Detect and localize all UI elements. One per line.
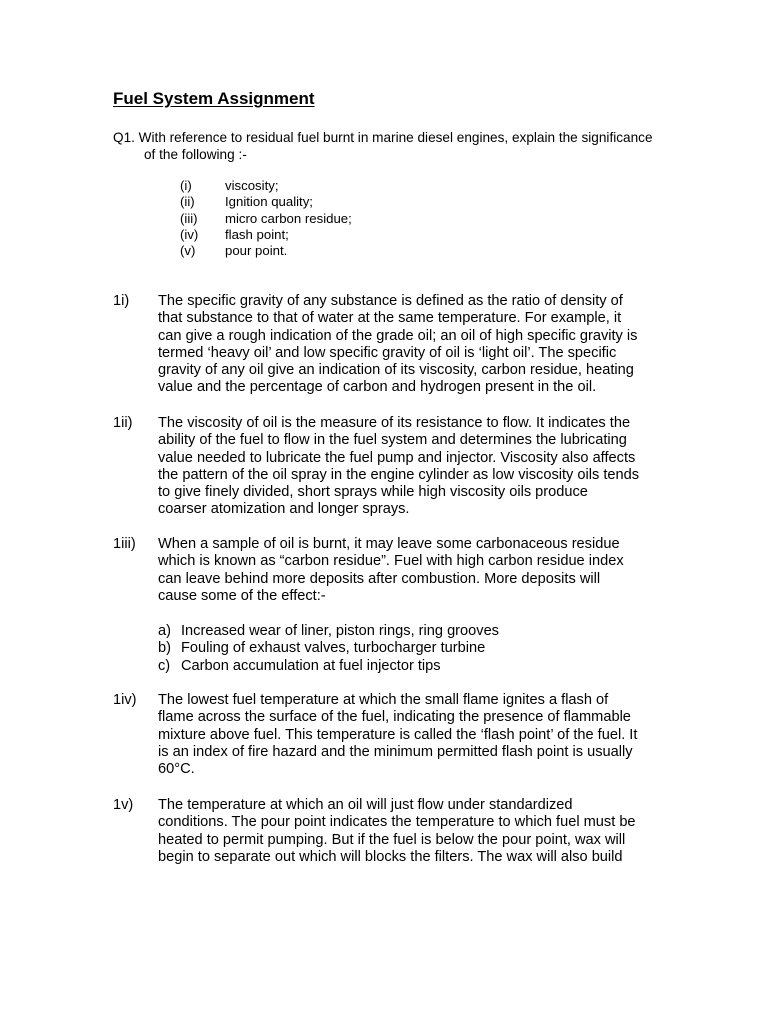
question-1-sublist [180, 178, 352, 259]
answer-label: 1ii) [113, 415, 133, 431]
answer-line: is an index of fire hazard and the minimum permitted flash point is usually [158, 743, 633, 760]
effects-list-text: Increased wear of liner, piston rings, ring grooves [181, 623, 499, 639]
sublist-item-number: (iii) [180, 210, 198, 226]
answer-body [158, 797, 678, 866]
answer-line: The viscosity of oil is the measure of its resistance to flow. It indicates the [158, 415, 631, 431]
effects-list-item [158, 623, 499, 640]
sublist-item-text: flash point; [225, 226, 289, 242]
sublist-item-number: (v) [180, 243, 196, 259]
answer-line: conditions. The pour point indicates the temperature to which fuel must be [158, 814, 636, 831]
question-1-line-2: of the following :- [144, 147, 247, 162]
answer-line: 60°C. [158, 761, 195, 778]
sublist-item-text: Ignition quality; [225, 194, 313, 210]
answer-line: When a sample of oil is burnt, it may leave some carbonaceous residue [158, 536, 620, 552]
answer-line: mixture above fuel. This temperature is called the ‘flash point’ of the fuel. It [158, 726, 638, 743]
answer-line: which is known as “carbon residue”. Fuel with high carbon residue index [158, 553, 624, 570]
sublist-item-text: micro carbon residue; [225, 210, 352, 226]
sublist-item-number: (iv) [180, 226, 199, 242]
effects-list-text: Carbon accumulation at fuel injector tips [181, 657, 441, 674]
effects-list-letter: a) [158, 623, 171, 639]
answer-line: begin to separate out which will blocks the filters. The wax will also build [158, 848, 623, 865]
answer-line: gravity of any oil give an indication of its viscosity, carbon residue, heating [158, 362, 634, 379]
question-1 [113, 129, 653, 163]
answer-line: value needed to lubricate the fuel pump and injector. Viscosity also affects [158, 449, 636, 466]
effects-list-item [158, 640, 499, 657]
answer-line: The specific gravity of any substance is defined as the ratio of density of [158, 293, 623, 309]
answer-line: flame across the surface of the fuel, indicating the presence of flammable [158, 709, 631, 726]
answer-body [158, 536, 678, 605]
sublist-item-number: (ii) [180, 194, 195, 210]
effects-list-item [158, 658, 499, 675]
answer-label: 1i) [113, 293, 130, 309]
sublist-item-number: (i) [180, 178, 192, 193]
answer-line: can leave behind more deposits after combustion. More deposits will [158, 570, 601, 587]
answer-body [158, 415, 678, 519]
answer-line: that substance to that of water at the same temperature. For example, it [158, 310, 622, 327]
answer-line: can give a rough indication of the grade oil; an oil of high specific gravity is [158, 327, 638, 344]
effects-list-text: Fouling of exhaust valves, turbocharger turbine [181, 640, 486, 657]
answer-label: 1v) [113, 797, 134, 813]
effects-list-letter: c) [158, 657, 171, 674]
answer-line: the pattern of the oil spray in the engine cylinder as low viscosity oils tends [158, 466, 640, 483]
effects-list [158, 623, 499, 675]
sublist-item [180, 178, 352, 194]
question-1-line-1: Q1. With reference to residual fuel burnt in marine diesel engines, explain the significance [113, 130, 653, 145]
answer-line: termed ‘heavy oil’ and low specific gravity of oil is ‘light oil’. The specific [158, 344, 617, 361]
sublist-item-text: viscosity; [225, 178, 279, 193]
answer-body [158, 692, 678, 778]
answer-body [158, 293, 678, 397]
sublist-item [180, 211, 352, 227]
answer-line: cause some of the effect:- [158, 587, 326, 604]
sublist-item-text: pour point. [225, 243, 288, 259]
answer-label: 1iv) [113, 692, 137, 708]
answer-line: The temperature at which an oil will just flow under standardized [158, 797, 573, 813]
answer-line: The lowest fuel temperature at which the small flame ignites a flash of [158, 692, 609, 708]
sublist-item [180, 243, 352, 259]
sublist-item [180, 194, 352, 210]
answer-line: heated to permit pumping. But if the fuel is below the pour point, wax will [158, 831, 626, 848]
answer-line: value and the percentage of carbon and hydrogen present in the oil. [158, 379, 597, 396]
document-title: Fuel System Assignment [113, 89, 315, 108]
answer-line: coarser atomization and longer sprays. [158, 501, 410, 518]
answer-line: to give finely divided, short sprays while high viscosity oils produce [158, 484, 588, 501]
effects-list-letter: b) [158, 640, 171, 657]
answer-label: 1iii) [113, 536, 136, 552]
sublist-item [180, 227, 352, 243]
answer-line: ability of the fuel to flow in the fuel system and determines the lubricating [158, 432, 627, 449]
